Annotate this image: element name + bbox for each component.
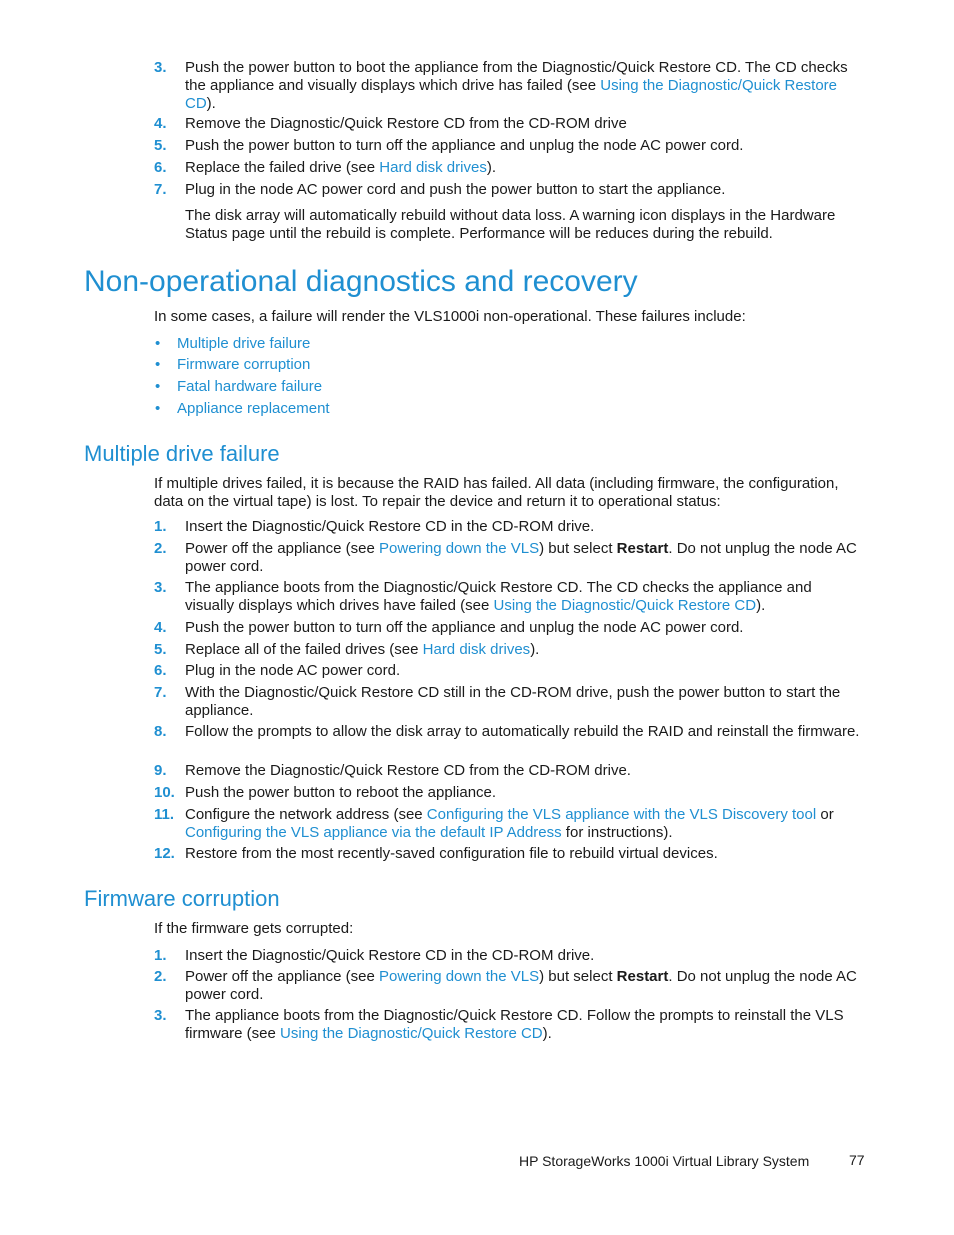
section-intro: In some cases, a failure will render the VLS1000i non-operational. These failures include: xyxy=(154,308,746,325)
step-text: The appliance boots from the Diagnostic/Quick Restore CD. The CD checks the appliance and visually displays which drives have failed (see Using the Diagnostic/Quick Restore CD). xyxy=(185,579,812,614)
subsection-intro: If multiple drives failed, it is because the RAID has failed. All data (including firmware, the configuration, data on the virtual tape) is lost. To repair the device and return it to operational status: xyxy=(154,475,839,510)
step-text: Remove the Diagnostic/Quick Restore CD from the CD-ROM drive. xyxy=(185,762,631,779)
step-number: 11. xyxy=(154,806,175,823)
step-text: Restore from the most recently-saved configuration file to rebuild virtual devices. xyxy=(185,845,718,862)
step-number: 12. xyxy=(154,845,175,862)
link-using-cd[interactable]: Using the Diagnostic/Quick Restore CD xyxy=(493,597,757,614)
step-number: 1. xyxy=(154,947,167,964)
step-number: 5. xyxy=(154,641,167,658)
step-number: 4. xyxy=(154,115,167,132)
link-hard-disk-drives[interactable]: Hard disk drives xyxy=(379,159,487,176)
link-hard-disk-drives[interactable]: Hard disk drives xyxy=(422,641,531,658)
link-configuring-discovery-tool[interactable]: Configuring the VLS appliance with the VLS Discovery tool xyxy=(426,806,817,823)
link-powering-down[interactable]: Powering down the VLS xyxy=(379,540,540,557)
step-note: The disk array will automatically rebuild without data loss. A warning icon displays in the Hardware Status page until the rebuild is complete. Performance will be reduces during the rebuild. xyxy=(185,207,836,242)
footer-title: HP StorageWorks 1000i Virtual Library System xyxy=(519,1153,810,1169)
step-text: With the Diagnostic/Quick Restore CD still in the CD-ROM drive, push the power button to start the appliance. xyxy=(185,684,841,719)
step-number: 3. xyxy=(154,59,167,76)
step-number: 4. xyxy=(154,619,167,636)
step-number: 5. xyxy=(154,137,167,154)
step-text: Insert the Diagnostic/Quick Restore CD in the CD-ROM drive. xyxy=(185,518,595,535)
step-text: Replace the failed drive (see Hard disk drives). xyxy=(185,159,496,176)
step-number: 2. xyxy=(154,540,167,557)
step-number: 3. xyxy=(154,579,167,596)
bullet-dot: • xyxy=(155,400,161,417)
step-text: Push the power button to reboot the appliance. xyxy=(185,784,497,801)
step-text: Push the power button to turn off the appliance and unplug the node AC power cord. xyxy=(185,137,744,154)
step-text: Plug in the node AC power cord. xyxy=(185,662,401,679)
bullet-link-firmware-corruption[interactable]: Firmware corruption xyxy=(177,356,311,373)
step-number: 10. xyxy=(154,784,175,801)
bullet-link-multiple-drive-failure[interactable]: Multiple drive failure xyxy=(177,335,311,352)
page-number: 77 xyxy=(849,1152,865,1168)
step-number: 1. xyxy=(154,518,167,535)
section-title: Non-operational diagnostics and recovery xyxy=(84,265,638,298)
bullet-link-appliance-replacement[interactable]: Appliance replacement xyxy=(177,400,330,417)
step-number: 8. xyxy=(154,723,167,740)
step-number: 6. xyxy=(154,662,167,679)
step-text: Replace all of the failed drives (see Hard disk drives). xyxy=(185,641,540,658)
link-configuring-default-ip[interactable]: Configuring the VLS appliance via the default IP Address xyxy=(185,824,562,841)
step-number: 6. xyxy=(154,159,167,176)
bullet-link-fatal-hardware-failure[interactable]: Fatal hardware failure xyxy=(177,378,323,395)
step-number: 3. xyxy=(154,1007,167,1024)
step-text: Remove the Diagnostic/Quick Restore CD from the CD-ROM drive xyxy=(185,115,627,132)
link-powering-down[interactable]: Powering down the VLS xyxy=(379,968,540,985)
bullet-dot: • xyxy=(155,356,161,373)
step-number: 7. xyxy=(154,181,167,198)
subsection-title-multiple-drive-failure: Multiple drive failure xyxy=(84,441,280,466)
step-text: Configure the network address (see Configuring the VLS appliance with the VLS Discovery tool or Configuring the VLS appliance via the default IP Address for instructions). xyxy=(185,806,834,841)
link-using-cd[interactable]: Using the Diagnostic/Quick Restore CD xyxy=(185,77,838,112)
step-number: 7. xyxy=(154,684,167,701)
step-text: Insert the Diagnostic/Quick Restore CD in the CD-ROM drive. xyxy=(185,947,595,964)
bullet-dot: • xyxy=(155,335,161,352)
bullet-dot: • xyxy=(155,378,161,395)
step-text: Plug in the node AC power cord and push the power button to start the appliance. xyxy=(185,181,726,198)
subsection-intro: If the firmware gets corrupted: xyxy=(154,920,354,937)
step-text: The appliance boots from the Diagnostic/Quick Restore CD. Follow the prompts to reinstall the VLS firmware (see Using the Diagnostic/Quick Restore CD). xyxy=(185,1007,844,1042)
step-number: 9. xyxy=(154,762,167,779)
step-text: Power off the appliance (see Powering down the VLS) but select Restart. Do not unplug the node AC power cord. xyxy=(185,968,857,1003)
step-text: Power off the appliance (see Powering down the VLS) but select Restart. Do not unplug the node AC power cord. xyxy=(185,540,857,575)
subsection-title-firmware-corruption: Firmware corruption xyxy=(84,886,280,911)
step-number: 2. xyxy=(154,968,167,985)
step-text: Follow the prompts to allow the disk array to automatically rebuild the RAID and reinstall the firmware. xyxy=(185,723,860,740)
step-text: Push the power button to boot the appliance from the Diagnostic/Quick Restore CD. The CD checks the appliance and visually displays which drive has failed (see Using the Diagnostic/Quick Restore CD). xyxy=(185,59,848,112)
step-text: Push the power button to turn off the appliance and unplug the node AC power cord. xyxy=(185,619,744,636)
link-using-cd[interactable]: Using the Diagnostic/Quick Restore CD xyxy=(280,1025,543,1042)
